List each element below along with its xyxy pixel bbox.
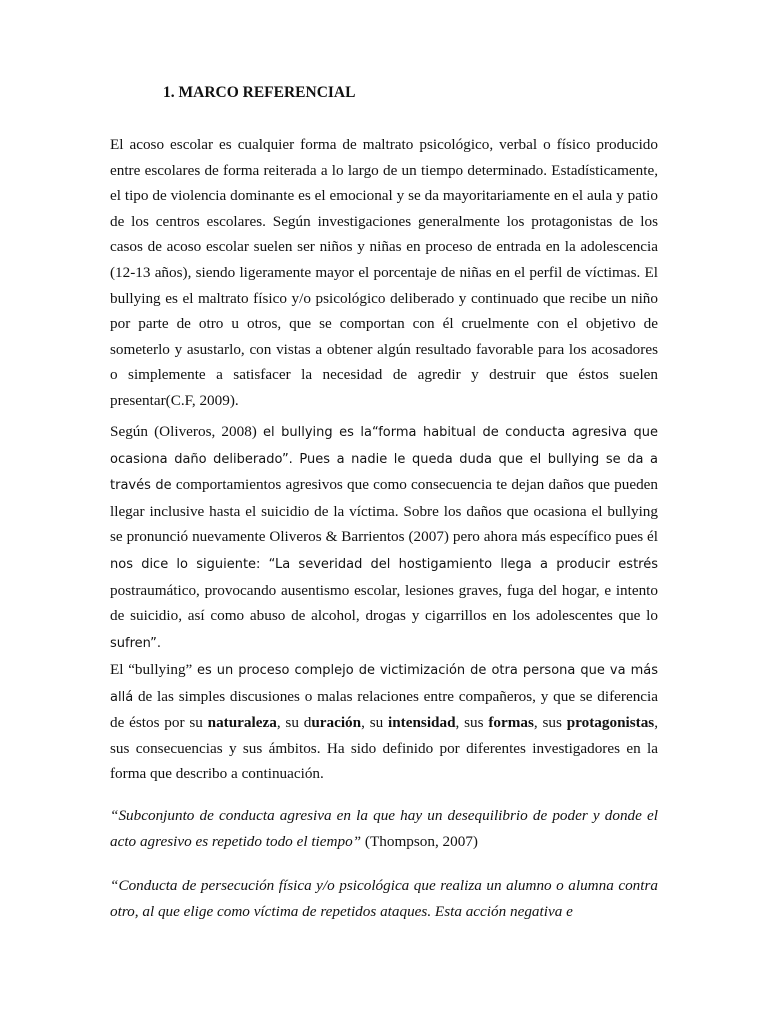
paragraph-2-part-f: sufren”. [110, 635, 162, 651]
paragraph-2-part-a: Según (Oliveros, 2008) [110, 423, 264, 440]
term-duracion: uración [311, 714, 362, 732]
paragraph-2 [110, 419, 658, 656]
term-intensidad: intensidad [388, 714, 456, 732]
paragraph-2-quote: el bullying es la“forma habitual de conducta agresiva que ocasiona daño deliberado”. Pues a nadie le queda duda que el bullying se da a través de [110, 425, 658, 494]
section-heading: 1. MARCO REFERENCIAL [163, 84, 356, 101]
quote-1-citation: (Thompson, 2007) [364, 832, 478, 850]
paragraph-2-part-c: comportamientos agresivos que como consecuencia te dejan daños que pueden llegar inclusive hasta el suicidio de la víctima. Sobre los daños que ocasiona el bullying se pronunció nuevamente Oliveros & Barrientos (2007) pero ahora más específico pues él [110, 476, 658, 546]
paragraph-2-part-d: nos dice lo siguiente: “La severidad del hostigamiento llega a producir estrés [110, 556, 658, 572]
term-naturaleza: naturaleza [207, 714, 277, 732]
paragraph-2-part-e: postraumático, provocando ausentismo escolar, lesiones graves, fuga del hogar, e intento de suicidio, así como abuso de alcohol, drogas y cigarrillos en los adolescentes que lo [110, 581, 658, 625]
paragraph-3-part-e: , su [361, 714, 388, 732]
quote-1 [110, 803, 658, 854]
paragraph-3-part-b: es un proceso complejo de victimización de otra persona que va más allá [110, 663, 659, 705]
quote-1-text: “Subconjunto de conducta agresiva en la que hay un desequilibrio de poder y donde el acto agresivo es repetido todo el tiempo” [110, 807, 658, 850]
paragraph-3-part-d: , su d [276, 714, 312, 732]
paragraph-3-part-a: El “bullying” [110, 661, 197, 678]
paragraph-3-part-g: , sus [533, 714, 567, 732]
paragraph-3-part-h: , sus consecuencias y sus ámbitos. Ha sido definido por diferentes investigadores en la forma que describo a continuación. [110, 714, 658, 783]
paragraph-3-part-c: de las simples discusiones o malas relaciones entre compañeros, y que se diferencia de éstos por su [110, 687, 658, 732]
paragraph-1: El acoso escolar es cualquier forma de maltrato psicológico, verbal o físico producido entre escolares de forma reiterada a lo largo de un tiempo determinado. Estadísticamente, el tipo de violencia dominante es el emocional y se da mayoritariamente en el aula y patio de los centros escolares. Según investigaciones generalmente los protagonistas de los casos de acoso escolar suelen ser niños y niñas en proceso de entrada en la adolescencia (12-13 años), siendo ligeramente mayor el porcentaje de niñas en el perfil de víctimas. El bullying es el maltrato físico y/o psicológico deliberado y continuado que recibe un niño por parte de otro u otros, que se comportan con él cruelmente con el objetivo de someterlo y asustarlo, con vistas a obtener algún resultado favorable para los acosadores o simplemente a satisfacer la necesidad de agredir y destruir que éstos suelen presentar(C.F, 2009). [110, 136, 658, 409]
term-protagonistas: protagonistas [566, 714, 655, 732]
paragraph-3-part-f: , sus [455, 714, 489, 732]
paragraph-3 [110, 657, 658, 787]
quote-2: “Conducta de persecución física y/o psicológica que realiza un alumno o alumna contra otro, al que elige como víctima de repetidos ataques. Esta acción negativa e [110, 877, 658, 920]
term-formas: formas [488, 714, 534, 732]
